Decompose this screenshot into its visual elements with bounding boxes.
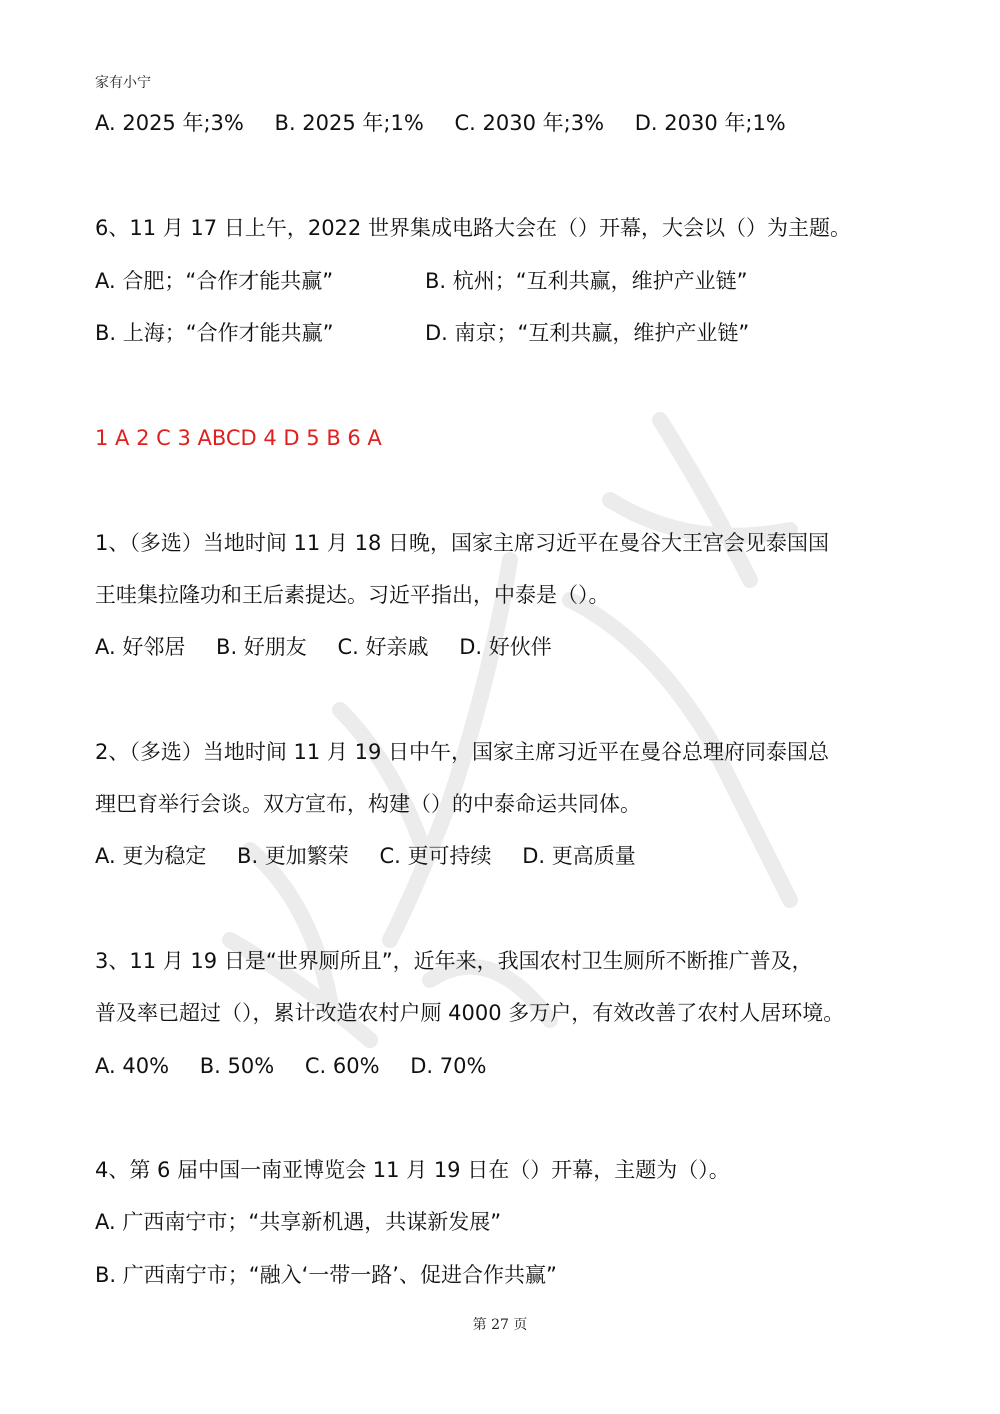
q5-option-b: B. 2025 年;1%: [274, 111, 424, 135]
q3-option-a: A. 40%: [95, 1054, 170, 1078]
q2-stem-line2: 理巴育举行会谈。双方宣布，构建（）的中泰命运共同体。: [95, 792, 641, 816]
q5-options: [95, 113, 786, 134]
q6-stem: 6、11 月 17 日上午，2022 世界集成电路大会在（）开幕，大会以（）为主题。: [95, 216, 851, 240]
q1-stem-line2: 王哇集拉隆功和王后素提达。习近平指出，中泰是（）。: [95, 583, 610, 607]
q3-stem-line1: 3、11 月 19 日是“世界厕所且”，近年来，我国农村卫生厕所不断推广普及，: [95, 949, 813, 973]
q3-stem-line2: 普及率已超过（），累计改造农村户厕 4000 多万户，有效改善了农村人居环境。: [95, 1001, 845, 1025]
q5-option-a: A. 2025 年;3%: [95, 111, 244, 135]
q4-stem: 4、第 6 届中国一南亚博览会 11 月 19 日在（）开幕，主题为（）。: [95, 1158, 730, 1182]
q6-option-d: D. 南京；“互利共赢，维护产业链”: [425, 321, 750, 345]
q2-option-b: B. 更加繁荣: [237, 844, 349, 868]
q1-stem-line1: 1、（多选）当地时间 11 月 18 日晚，国家主席习近平在曼谷大王宫会见泰国国: [95, 531, 830, 555]
q1-option-b: B. 好朋友: [216, 635, 307, 659]
q6-option-a: A. 合肥；“合作才能共赢”: [95, 269, 334, 293]
q3-option-b: B. 50%: [199, 1054, 275, 1078]
q6-option-c: B. 上海；“合作才能共赢”: [95, 321, 334, 345]
page-header: 家有小宁: [95, 75, 151, 91]
q3-option-d: D. 70%: [410, 1054, 487, 1078]
q3-options: [95, 1056, 486, 1077]
q4-option-b: B. 广西南宁市；“融入‘一带一路’、促进合作共赢”: [95, 1263, 557, 1287]
q2-option-d: D. 更高质量: [522, 844, 636, 868]
q5-option-c: C. 2030 年;3%: [454, 111, 605, 135]
q1-option-c: C. 好亲戚: [337, 635, 429, 659]
q2-option-c: C. 更可持续: [379, 844, 492, 868]
q6-option-b: B. 杭州；“互利共赢，维护产业链”: [425, 269, 748, 293]
q5-option-d: D. 2030 年;1%: [634, 111, 786, 135]
page-number: 第 27 页: [472, 1317, 528, 1333]
q1-option-a: A. 好邻居: [95, 635, 186, 659]
q2-options: [95, 846, 636, 867]
q2-option-a: A. 更为稳定: [95, 844, 207, 868]
q1-options: [95, 637, 552, 658]
q4-option-a: A. 广西南宁市；“共享新机遇，共谋新发展”: [95, 1210, 502, 1234]
q1-option-d: D. 好伙伴: [459, 635, 552, 659]
q3-option-c: C. 60%: [304, 1054, 380, 1078]
q2-stem-line1: 2、（多选）当地时间 11 月 19 日中午，国家主席习近平在曼谷总理府同泰国总: [95, 740, 830, 764]
answer-key: 1 A 2 C 3 ABCD 4 D 5 B 6 A: [95, 426, 382, 450]
